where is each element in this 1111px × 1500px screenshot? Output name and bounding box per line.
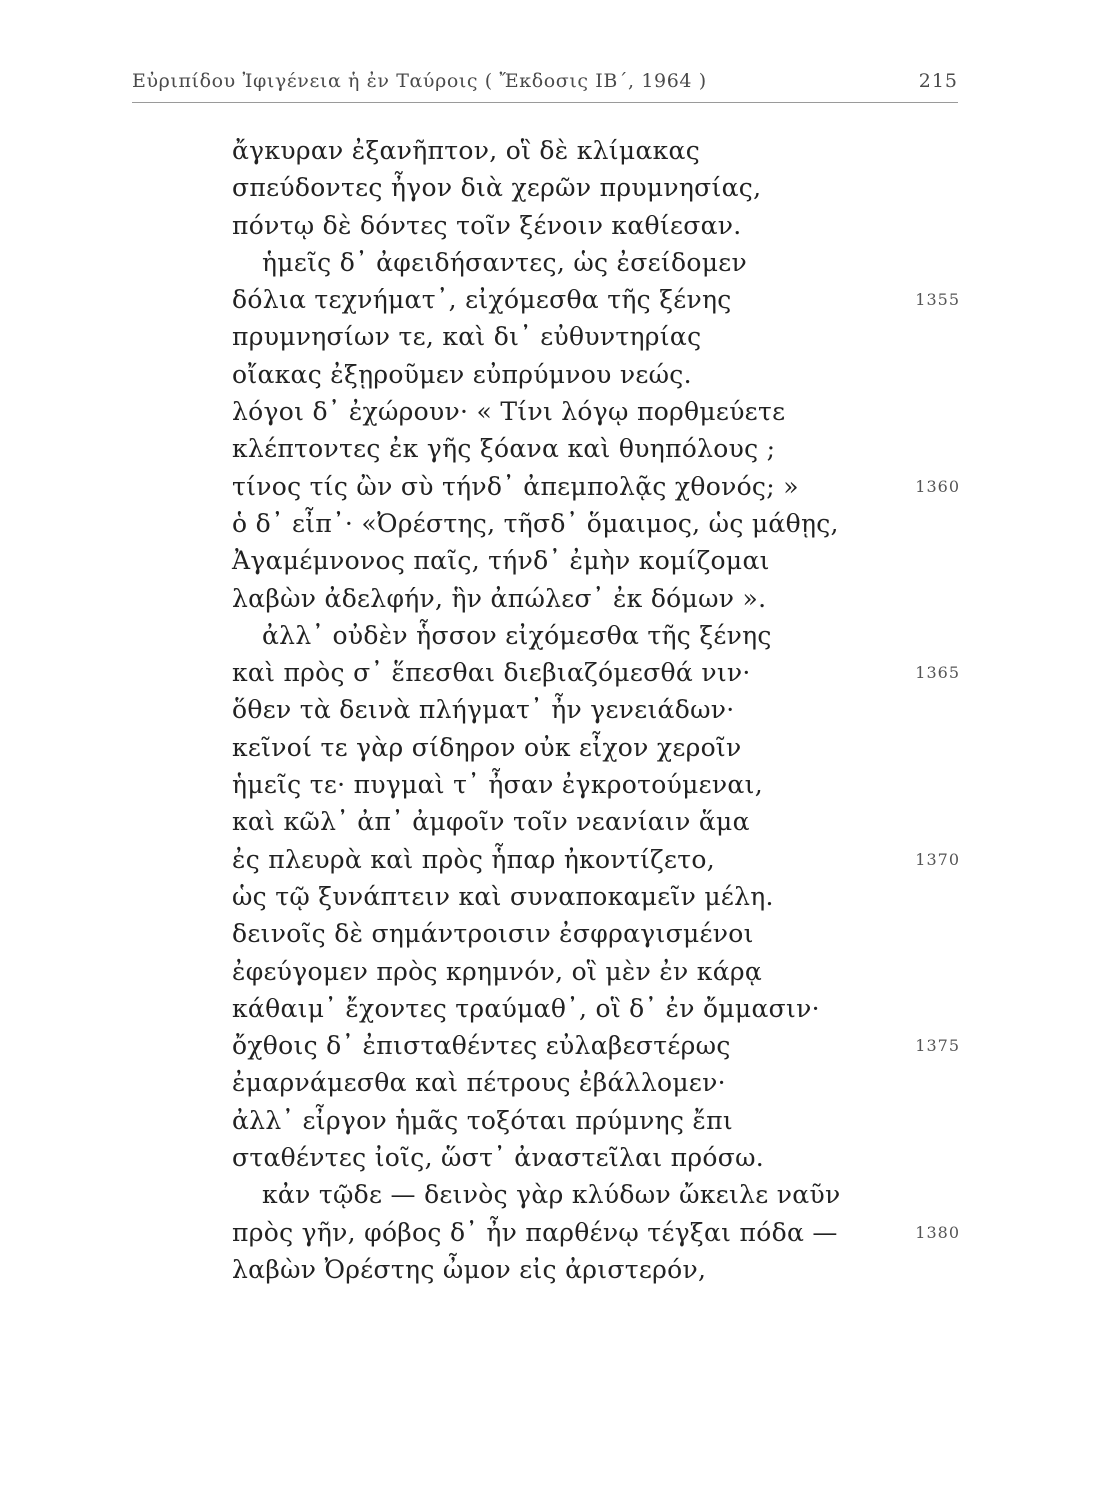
verse-line (0, 169, 1111, 206)
verse-line (0, 505, 1111, 542)
verse-text-line: ἀλλ᾿ εἶργον ἡμᾶς τοξόται πρύμνης ἔπι (232, 1105, 733, 1135)
line-number: 1380 (915, 1222, 960, 1242)
line-number: 1370 (915, 849, 960, 869)
page-number: 215 (918, 70, 958, 92)
verse-line (0, 953, 1111, 990)
verse-line (0, 915, 1111, 952)
verse-text-line: ὅθεν τὰ δεινὰ πλήγματ᾿ ἦν γενειάδων· (232, 695, 735, 725)
verse-text-line: ἡμεῖς τε· πυγμαὶ τ᾿ ἦσαν ἐγκροτούμεναι, (232, 770, 763, 800)
verse-text-line: ὡς τῷ ξυνάπτειν καὶ συναποκαμεῖν μέλη. (232, 881, 774, 911)
verse-line (0, 281, 1111, 318)
verse-line (0, 691, 1111, 728)
verse-line (0, 654, 1111, 691)
verse-line (0, 878, 1111, 915)
verse-line (0, 1251, 1111, 1288)
verse-text-line: ἐς πλευρὰ καὶ πρὸς ἧπαρ ἠκοντίζετο, (232, 844, 715, 874)
verse-text-line: λαβὼν ἀδελφήν, ἣν ἀπώλεσ᾿ ἐκ δόμων ». (232, 583, 767, 613)
header-rule (132, 102, 958, 103)
verse-line (0, 430, 1111, 467)
verse-text-line: ὁ δ᾿ εἶπ᾿· «Ὀρέστης, τῆσδ᾿ ὅμαιμος, ὡς μάθῃς, (232, 508, 839, 538)
verse-line (0, 244, 1111, 281)
verse-line (0, 580, 1111, 617)
verse-text-line: πρὸς γῆν, φόβος δ᾿ ἦν παρθένῳ τέγξαι πόδα — (232, 1217, 838, 1247)
verse-text-line: σπεύδοντες ἦγον διὰ χερῶν πρυμνησίας, (232, 173, 762, 203)
verse-text-line: ἡμεῖς δ᾿ ἀφειδήσαντες, ὡς ἐσείδομεν (262, 247, 747, 277)
verse-line (0, 1027, 1111, 1064)
verse-text-line: ὄχθοις δ᾿ ἐπισταθέντες εὐλαβεστέρως (232, 1031, 731, 1061)
verse-text-line: κἀν τῷδε — δεινὸς γὰρ κλύδων ὤκειλε ναῦν (262, 1180, 841, 1210)
line-number: 1360 (915, 476, 960, 496)
verse-line (0, 803, 1111, 840)
verse-text-line: κεῖνοί τε γὰρ σίδηρον οὐκ εἶχον χεροῖν (232, 732, 742, 762)
verse-line (0, 1214, 1111, 1251)
verse-line (0, 617, 1111, 654)
verse-text-line: ἄγκυραν ἐξανῆπτον, οἳ δὲ κλίμακας (232, 136, 701, 165)
verse-text-line: Ἀγαμέμνονος παῖς, τήνδ᾿ ἐμὴν κομίζομαι (232, 546, 770, 576)
verse-text-line: δόλια τεχνήματ᾿, εἰχόμεσθα τῆς ξένης (232, 285, 732, 315)
running-title: Εὐριπίδου Ἰφιγένεια ἡ ἐν Ταύροις ( Ἔκδοσις ΙΒ΄, 1964 ) (132, 70, 707, 92)
verse-text-line: οἴακας ἐξῃροῦμεν εὐπρύμνου νεώς. (232, 359, 692, 389)
verse-line (0, 393, 1111, 430)
verse-line (0, 132, 1111, 169)
verse-line (0, 468, 1111, 505)
verse-text-line: πόντῳ δὲ δόντες τοῖν ξένοιν καθίεσαν. (232, 210, 742, 240)
verse-line (0, 841, 1111, 878)
line-number: 1355 (915, 290, 960, 310)
verse-line (0, 1176, 1111, 1213)
verse-text-line: κάθαιμ᾿ ἔχοντες τραύμαθ᾿, οἳ δ᾿ ἐν ὄμμασιν· (232, 993, 820, 1023)
verse-line (0, 990, 1111, 1027)
verse-text-line: λόγοι δ᾿ ἐχώρουν· « Τίνι λόγῳ πορθμεύετε (232, 397, 786, 427)
verse-line (0, 1102, 1111, 1139)
verse-text-line: ἐφεύγομεν πρὸς κρημνόν, οἳ μὲν ἐν κάρᾳ (232, 956, 763, 986)
line-number: 1365 (915, 663, 960, 683)
verse-text-line: ἐμαρνάμεσθα καὶ πέτρους ἐβάλλομεν· (232, 1068, 726, 1098)
verse-text-line: δεινοῖς δὲ σημάντροισιν ἐσφραγισμένοι (232, 919, 754, 949)
verse-line (0, 542, 1111, 579)
verse-text-line: καὶ κῶλ᾿ ἀπ᾿ ἀμφοῖν τοῖν νεανίαιν ἅμα (232, 807, 750, 837)
verse-line (0, 318, 1111, 355)
running-header (132, 66, 958, 96)
verse-text-line: τίνος τίς ὢν σὺ τήνδ᾿ ἀπεμπολᾷς χθονός; » (232, 471, 799, 501)
verse-line (0, 729, 1111, 766)
verse-line (0, 207, 1111, 244)
verse-text (0, 132, 1111, 1288)
verse-text-line: καὶ πρὸς σ᾿ ἕπεσθαι διεβιαζόμεσθά νιν· (232, 658, 751, 688)
verse-text-line: πρυμνησίων τε, καὶ δι᾿ εὐθυντηρίας (232, 322, 702, 352)
verse-text-line: κλέπτοντες ἐκ γῆς ξόανα καὶ θυηπόλους ; (232, 434, 776, 464)
line-number: 1375 (915, 1036, 960, 1056)
verse-line (0, 356, 1111, 393)
verse-line (0, 766, 1111, 803)
verse-text-line: σταθέντες ἰοῖς, ὥστ᾿ ἀναστεῖλαι πρόσω. (232, 1143, 765, 1173)
verse-text-line: ἀλλ᾿ οὐδὲν ἧσσον εἰχόμεσθα τῆς ξένης (262, 620, 772, 650)
verse-text-line: λαβὼν Ὀρέστης ὦμον εἰς ἀριστερόν, (232, 1254, 707, 1284)
verse-line (0, 1139, 1111, 1176)
verse-line (0, 1064, 1111, 1101)
